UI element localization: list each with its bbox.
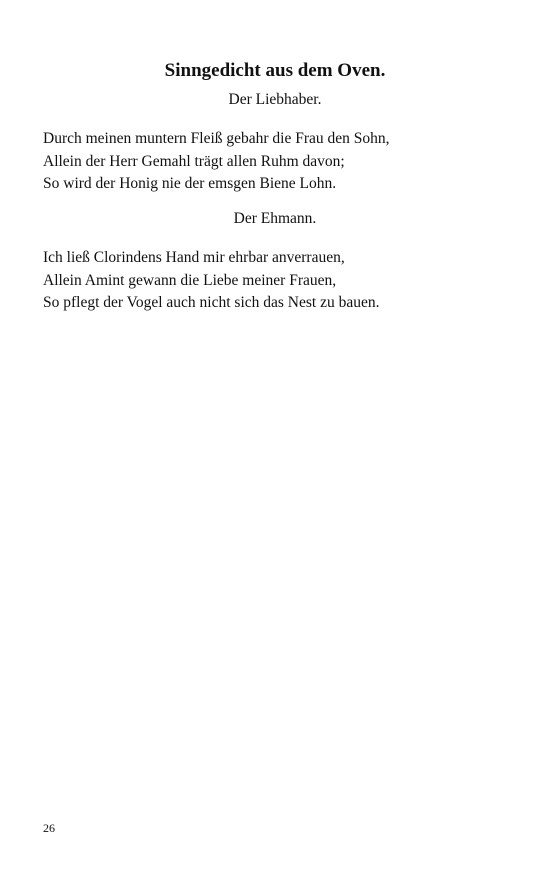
verse-line: So wird der Honig nie der emsgen Biene Lohn.: [43, 175, 337, 192]
page-number: 26: [43, 821, 55, 835]
stanza-husband: [43, 247, 513, 315]
verse-line: Allein Amint gewann die Liebe meiner Frauen,: [43, 271, 337, 289]
poem-title: Sinngedicht aus dem Oven.: [164, 60, 386, 81]
speaker-label-husband: Der Ehmann.: [233, 210, 317, 227]
verse-line: So pflegt der Vogel auch nicht sich das Nest zu bauen.: [43, 294, 380, 311]
verse-line: Ich ließ Clorindens Hand mir ehrbar anverrauen,: [43, 249, 345, 266]
stanza-lover: [43, 128, 513, 196]
speaker-label-lover: Der Liebhaber.: [228, 91, 322, 108]
verse-line: Allein der Herr Gemahl trägt allen Ruhm davon;: [43, 152, 345, 170]
verse-line: Durch meinen muntern Fleiß gebahr die Frau den Sohn,: [43, 130, 390, 147]
